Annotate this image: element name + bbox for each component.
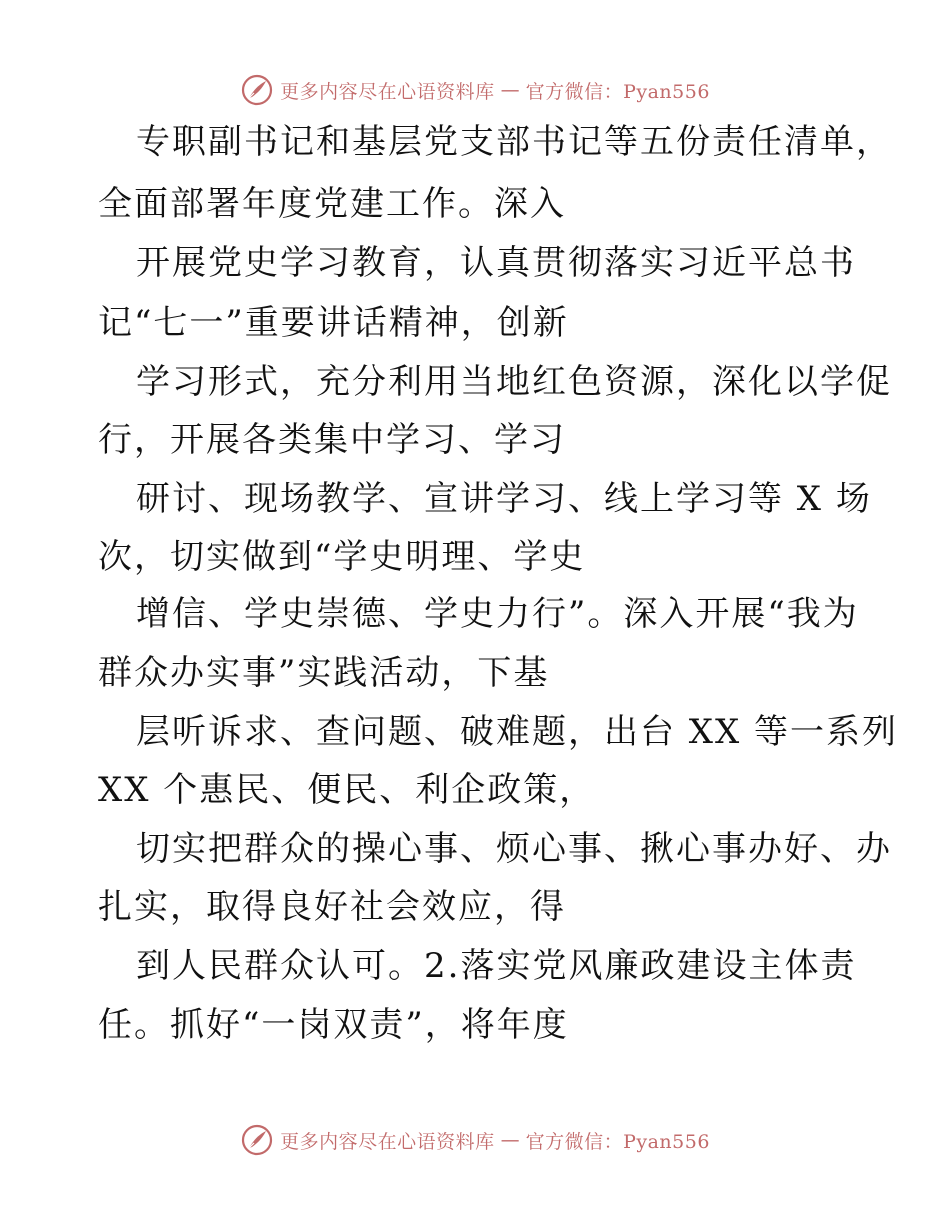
header-watermark <box>0 70 950 110</box>
body-line: 开展党史学习教育，认真贯彻落实习近平总书 <box>136 243 856 283</box>
watermark-site-text: 更多内容尽在心语资料库 <box>280 1130 495 1153</box>
quill-pen-logo-icon <box>240 73 274 107</box>
body-line: 到人民群众认可。2.落实党风廉政建设主体责 <box>136 946 857 986</box>
watermark-separator: — <box>500 1129 520 1151</box>
body-line: 任。抓好“一岗双责”，将年度 <box>98 1005 569 1045</box>
body-line: 行，开展各类集中学习、学习 <box>98 420 566 460</box>
body-line: 学习形式，充分利用当地红色资源，深化以学促 <box>136 362 892 402</box>
watermark-separator: — <box>500 79 520 101</box>
body-line: 扎实，取得良好社会效应，得 <box>98 887 566 927</box>
body-line: 切实把群众的操心事、烦心事、揪心事办好、办 <box>136 829 892 869</box>
watermark-wechat-text: 官方微信：Pyan556 <box>525 80 710 103</box>
body-line: 增信、学史崇德、学史力行”。深入开展“我为 <box>136 594 859 634</box>
watermark-wechat-text: 官方微信：Pyan556 <box>525 1130 710 1153</box>
body-line: 次，切实做到“学史明理、学史 <box>98 537 586 577</box>
body-line: XX 个惠民、便民、利企政策， <box>98 770 596 810</box>
body-line: 专职副书记和基层党支部书记等五份责任清单， <box>136 122 892 162</box>
footer-watermark <box>0 1120 950 1160</box>
body-line: 全面部署年度党建工作。深入 <box>98 184 566 224</box>
body-line: 群众办实事”实践活动，下基 <box>98 653 550 693</box>
body-line: 记“七一”重要讲话精神，创新 <box>98 303 569 343</box>
body-line: 研讨、现场教学、宣讲学习、线上学习等 X 场 <box>136 479 872 519</box>
body-line: 层听诉求、查问题、破难题，出台 XX 等一系列 <box>136 712 899 752</box>
watermark-site-text: 更多内容尽在心语资料库 <box>280 80 495 103</box>
quill-pen-logo-icon <box>240 1123 274 1157</box>
